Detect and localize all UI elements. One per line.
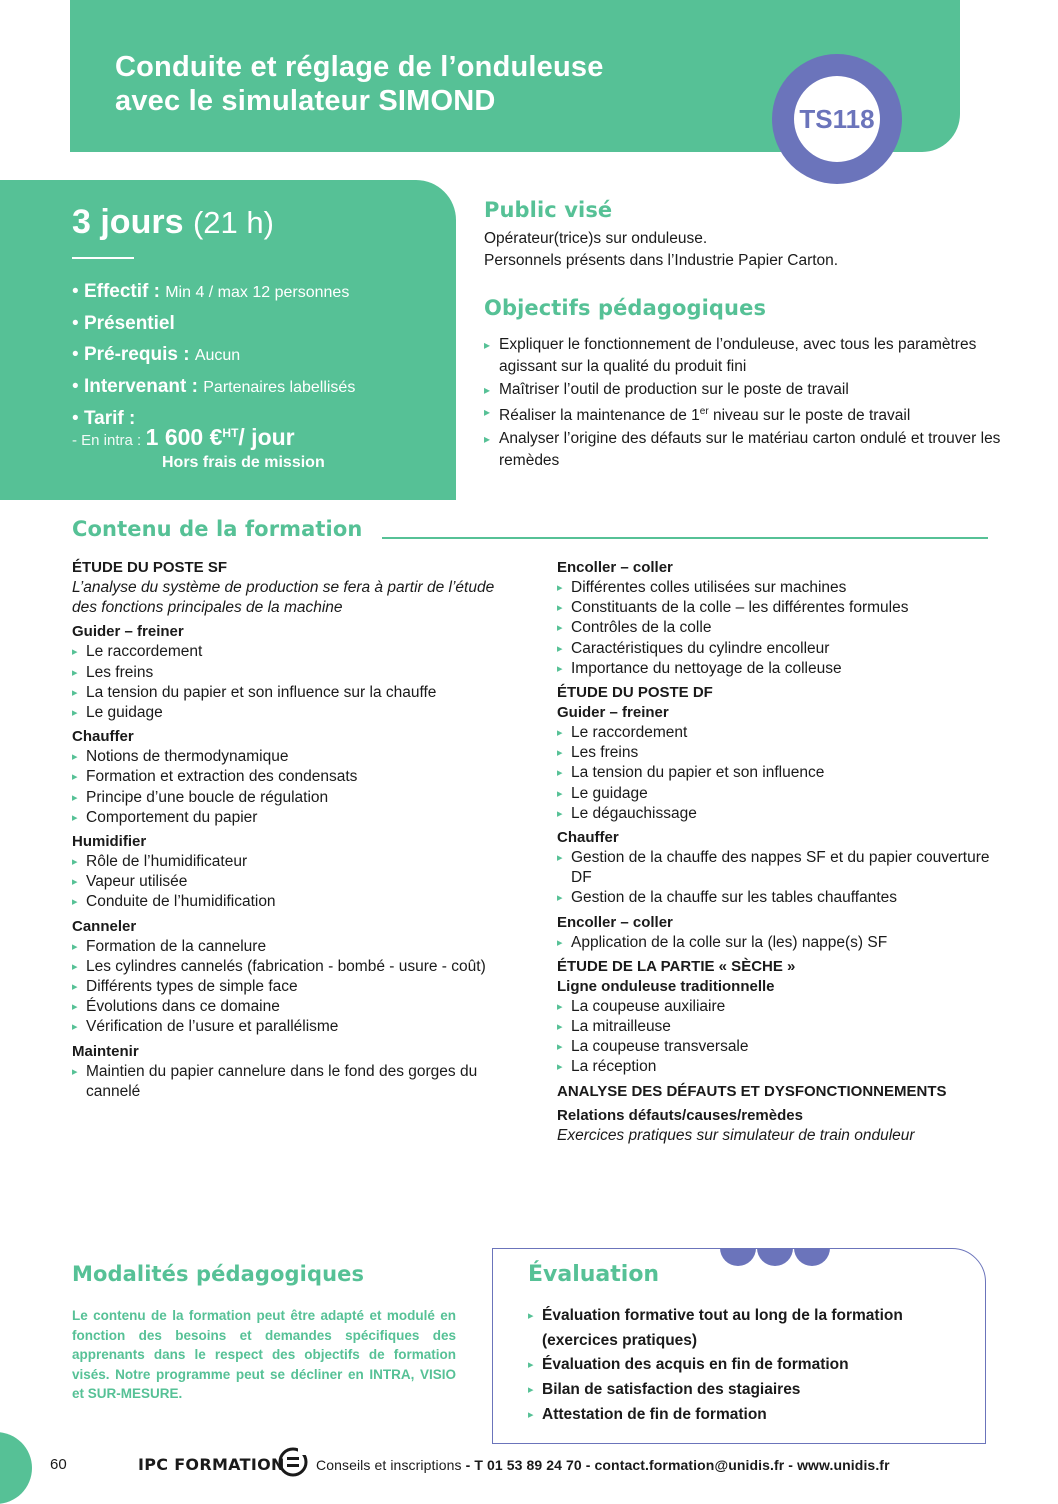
list-item: ▸ Le raccordement [72, 642, 512, 662]
modalites-text: Le contenu de la formation peut être adapté et modulé en fonction des besoins et demandes spécifiques des apprenants dans le respect des objectifs de formation visés. Notre programme peut se décliner en INTRA, VISIO et SUR-MESURE. [72, 1308, 456, 1401]
info-intervenant: • Intervenant : Partenaires labellisés [72, 376, 356, 397]
modalites-title: Modalités pédagogiques [72, 1262, 365, 1286]
list-item: ▸ Vapeur utilisée [72, 872, 512, 892]
list-item: ▸ Vérification de l’usure et parallélisme [72, 1017, 512, 1037]
duration-hours: (21 h) [192, 205, 274, 240]
section-heading: ÉTUDE DU POSTE SF [72, 559, 228, 576]
list-item: ▸ La coupeuse auxiliaire [557, 997, 997, 1017]
section-heading: Chauffer [72, 728, 134, 746]
section-heading: Ligne onduleuse traditionnelle [557, 977, 775, 995]
duration-divider [72, 257, 134, 259]
public-text: Opérateur(trice)s sur onduleuse. Personnels présents dans l’Industrie Papier Carton. [484, 230, 839, 269]
duration-days: 3 jours [72, 203, 184, 241]
objectifs-list [484, 334, 1004, 473]
list-item: ▸ Le raccordement [557, 723, 997, 743]
list-item: ▸ Le guidage [557, 784, 997, 804]
section-heading: Encoller – coller [557, 559, 673, 576]
list-item: ▸ Différents types de simple face [72, 977, 512, 997]
info-effectif: • Effectif : Min 4 / max 12 personnes [72, 281, 350, 302]
list-item: ▸ Réaliser la maintenance de 1er niveau sur le poste de travail [484, 401, 1004, 428]
list-item: ▸ La mitrailleuse [557, 1017, 997, 1037]
list-item: ▸ Rôle de l’humidificateur [72, 852, 512, 872]
section-heading: ANALYSE DES DÉFAUTS ET DYSFONCTIONNEMENTS [557, 1082, 947, 1100]
list-item: ▸ Notions de thermodynamique [72, 747, 512, 767]
list-item: ▸ Évaluation des acquis en fin de formation [528, 1353, 968, 1378]
duration [72, 200, 274, 245]
list-item: ▸ Attestation de fin de formation [528, 1403, 968, 1428]
section-heading: ÉTUDE DU POSTE DF [557, 684, 713, 702]
list-item: ▸ Les freins [72, 663, 512, 683]
list-item: ▸ Formation et extraction des condensats [72, 767, 512, 787]
list-item: ▸ Le guidage [72, 703, 512, 723]
page-number: 60 [50, 1456, 67, 1473]
list-item: ▸ Comportement du papier [72, 808, 512, 828]
list-item: ▸ Gestion de la chauffe sur les tables chauffantes [557, 888, 997, 908]
encoller-df-list [557, 933, 997, 953]
contenu-title: Contenu de la formation [72, 517, 363, 541]
public-title: Public visé [484, 198, 613, 222]
ligne-list [557, 997, 997, 1078]
list-item: ▸ Constituants de la colle – les différentes formules [557, 598, 997, 618]
canneler-list [72, 937, 512, 1038]
section-intro: L’analyse du système de production se fera à partir de l’étude des fonctions principales de la machine [72, 579, 495, 617]
list-item: ▸ Les freins [557, 743, 997, 763]
evaluation-list [528, 1304, 968, 1428]
list-item: ▸ Les cylindres cannelés (fabrication - bombé - usure - coût) [72, 957, 512, 977]
title-line-1: Conduite et réglage de l’onduleuse [115, 51, 604, 83]
tarif-unit: / jour [238, 424, 295, 450]
list-item: ▸ Principe d’une boucle de régulation [72, 788, 512, 808]
list-item: ▸ Formation de la cannelure [72, 937, 512, 957]
tarif-line [72, 424, 295, 451]
info-presentiel: • Présentiel [72, 313, 175, 334]
title-line-2: avec le simulateur SIMOND [115, 85, 496, 117]
corner-decoration [0, 1432, 32, 1504]
list-item: ▸ La réception [557, 1057, 997, 1077]
list-item: ▸ Caractéristiques du cylindre encolleur [557, 639, 997, 659]
unidis-logo-icon [278, 1447, 308, 1477]
course-code-badge: TS118 [794, 76, 880, 162]
list-item: ▸ Gestion de la chauffe des nappes SF et du papier couverture DF [557, 848, 997, 888]
info-tarif: • Tarif : [72, 408, 136, 429]
objectifs-title: Objectifs pédagogiques [484, 296, 767, 320]
list-item: ▸ Différentes colles utilisées sur machines [557, 578, 997, 598]
tarif-ht: HT [222, 426, 239, 440]
footer-lead: Conseils et inscriptions [316, 1457, 462, 1473]
list-item: ▸ La tension du papier et son influence sur la chauffe [72, 683, 512, 703]
tarif-prefix: - En intra : [72, 432, 142, 449]
guider-df-list [557, 723, 997, 824]
humidifier-list [72, 852, 512, 913]
section-heading: Humidifier [72, 833, 147, 851]
contenu-right-column [557, 558, 997, 1146]
info-prerequis: • Pré-requis : Aucun [72, 344, 241, 365]
tarif-price: 1 600 € [145, 424, 223, 450]
contenu-left-column [72, 558, 512, 1102]
guider-list [72, 642, 512, 723]
section-heading: Relations défauts/causes/remèdes [557, 1106, 803, 1124]
footer-contact [316, 1457, 890, 1473]
section-heading: Guider – freiner [72, 623, 184, 641]
list-item: ▸ Bilan de satisfaction des stagiaires [528, 1378, 968, 1403]
evaluation-title: Évaluation [528, 1262, 660, 1287]
section-heading: Maintenir [72, 1042, 139, 1060]
section-heading: Guider – freiner [557, 704, 669, 722]
list-item: ▸ Expliquer le fonctionnement de l’onduleuse, avec tous les paramètres agissant sur la qualité du produit fini [484, 334, 1004, 379]
list-item: ▸ La coupeuse transversale [557, 1037, 997, 1057]
list-item: ▸ Conduite de l’humidification [72, 892, 512, 912]
info-list [72, 276, 452, 434]
section-heading: Encoller – coller [557, 913, 673, 931]
contenu-divider [382, 537, 988, 539]
tarif-note: Hors frais de mission [162, 454, 325, 471]
list-item: ▸ Application de la colle sur la (les) nappe(s) SF [557, 933, 997, 953]
list-item: ▸ Contrôles de la colle [557, 618, 997, 638]
section-heading: ÉTUDE DE LA PARTIE « SÈCHE » [557, 957, 796, 975]
list-item: ▸ La tension du papier et son influence [557, 763, 997, 783]
section-intro: Exercices pratiques sur simulateur de train onduleur [557, 1126, 915, 1144]
list-item: ▸ Analyser l’origine des défauts sur le matériau carton ondulé et trouver les remèdes [484, 428, 1004, 473]
section-heading: Canneler [72, 917, 137, 935]
list-item: ▸ Le dégauchissage [557, 804, 997, 824]
chauffer-df-list [557, 848, 997, 909]
list-item: ▸ Évolutions dans ce domaine [72, 997, 512, 1017]
maintenir-list [72, 1062, 512, 1102]
page-title [115, 50, 755, 118]
section-heading: Chauffer [557, 829, 619, 847]
list-item: ▸ Maîtriser l’outil de production sur le poste de travail [484, 379, 1004, 401]
brand-name: IPC FORMATION [138, 1455, 285, 1474]
dot-mask [700, 1212, 840, 1248]
list-item: ▸ Maintien du papier cannelure dans le fond des gorges du cannelé [72, 1062, 512, 1102]
footer-contact-details[interactable]: - T 01 53 89 24 70 - contact.formation@unidis.fr - www.unidis.fr [461, 1457, 890, 1473]
encoller-list [557, 578, 997, 679]
list-item: ▸ Évaluation formative tout au long de la formation (exercices pratiques) [528, 1304, 968, 1353]
list-item: ▸ Importance du nettoyage de la colleuse [557, 659, 997, 679]
chauffer-list [72, 747, 512, 828]
